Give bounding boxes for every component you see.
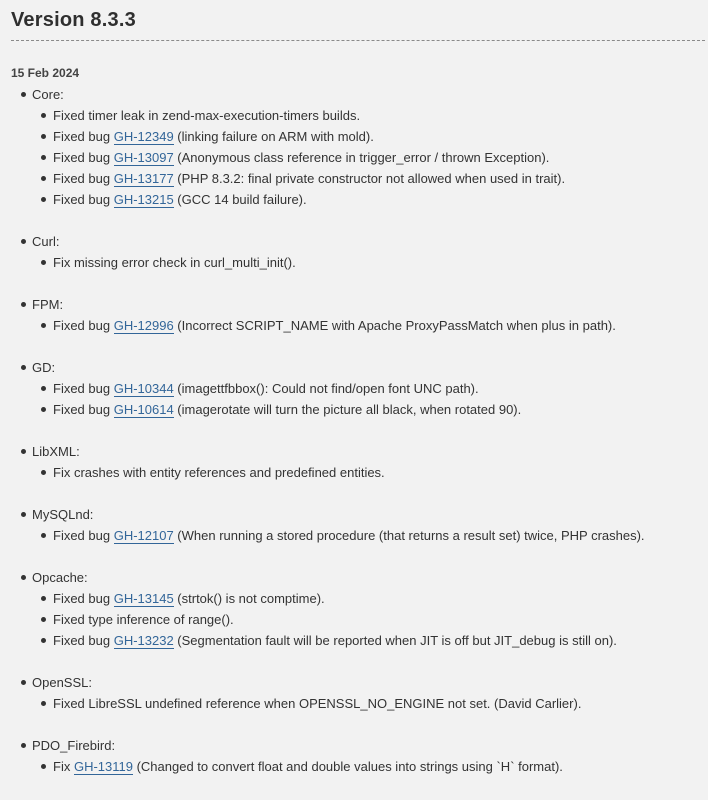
changelog-item (32, 588, 708, 609)
issue-link[interactable]: GH-13215 (113, 192, 174, 207)
item-description: (linking failure on ARM with mold). (173, 129, 374, 144)
changelog-section (0, 84, 708, 210)
item-description: (strtok() is not comptime). (173, 591, 325, 606)
section-items (32, 588, 708, 651)
item-text: Fixed type inference of range(). (53, 612, 234, 627)
changelog-item (32, 105, 708, 126)
changelog-section (0, 357, 708, 420)
changelog-item (32, 168, 708, 189)
changelog-item (32, 525, 708, 546)
changelog-section (0, 672, 708, 714)
issue-link[interactable]: GH-13232 (113, 633, 174, 648)
item-text: Fixed bug (53, 318, 114, 333)
item-description: (Anonymous class reference in trigger_error / thrown Exception). (173, 150, 550, 165)
item-text: Fix (53, 759, 74, 774)
section-name: MySQLnd: (32, 507, 94, 522)
issue-link[interactable]: GH-13119 (73, 759, 133, 774)
section-items (32, 252, 708, 273)
changelog-item (32, 609, 708, 630)
item-description: (Incorrect SCRIPT_NAME with Apache ProxyPassMatch when plus in path). (173, 318, 616, 333)
section-items (32, 525, 708, 546)
section-name: OpenSSL: (32, 675, 92, 690)
changelog-section (0, 567, 708, 651)
section-items (32, 462, 708, 483)
changelog-item (32, 399, 708, 420)
item-description: (imagettfbbox(): Could not find/open font UNC path). (173, 381, 479, 396)
changelog-item (32, 756, 708, 777)
section-name: GD: (32, 360, 56, 375)
changelog-section (0, 735, 708, 777)
item-text: Fixed bug (53, 402, 114, 417)
item-text: Fixed bug (53, 171, 114, 186)
item-text: Fixed bug (53, 633, 114, 648)
section-items (32, 693, 708, 714)
changelog-section (0, 294, 708, 336)
section-name: LibXML: (32, 444, 80, 459)
item-description: (PHP 8.3.2: final private constructor not allowed when used in trait). (173, 171, 566, 186)
issue-link[interactable]: GH-10614 (113, 402, 174, 417)
item-description: (GCC 14 build failure). (173, 192, 307, 207)
item-description: (Segmentation fault will be reported when JIT is off but JIT_debug is still on). (173, 633, 617, 648)
item-text: Fixed LibreSSL undefined reference when OPENSSL_NO_ENGINE not set. (David Carlier). (53, 696, 582, 711)
item-text: Fix missing error check in curl_multi_init(). (53, 255, 296, 270)
item-text: Fixed bug (53, 528, 114, 543)
issue-link[interactable]: GH-13177 (113, 171, 174, 186)
changelog-item (32, 462, 708, 483)
changelog-item (32, 189, 708, 210)
changelog-section (0, 231, 708, 273)
section-name: Curl: (32, 234, 60, 249)
section-name: FPM: (32, 297, 64, 312)
item-text: Fixed bug (53, 192, 114, 207)
version-title: Version 8.3.3 (11, 9, 136, 31)
changelog-item (32, 378, 708, 399)
release-date: 15 Feb 2024 (11, 66, 80, 80)
section-name: Core: (32, 87, 64, 102)
section-items (32, 105, 708, 210)
item-text: Fixed bug (53, 129, 114, 144)
section-name: Opcache: (32, 570, 88, 585)
section-items (32, 315, 708, 336)
issue-link[interactable]: GH-13145 (113, 591, 174, 606)
changelog-item (32, 630, 708, 651)
section-items (32, 378, 708, 420)
issue-link[interactable]: GH-12996 (113, 318, 174, 333)
changelog-item (32, 252, 708, 273)
issue-link[interactable]: GH-12107 (113, 528, 174, 543)
item-text: Fixed bug (53, 591, 114, 606)
item-description: (imagerotate will turn the picture all black, when rotated 90). (173, 402, 522, 417)
item-text: Fixed timer leak in zend-max-execution-timers builds. (53, 108, 361, 123)
item-text: Fix crashes with entity references and predefined entities. (53, 465, 385, 480)
changelog-item (32, 315, 708, 336)
issue-link[interactable]: GH-12349 (113, 129, 174, 144)
changelog-section (0, 504, 708, 546)
title-divider (11, 40, 705, 41)
changelog-item (32, 147, 708, 168)
item-text: Fixed bug (53, 150, 114, 165)
item-text: Fixed bug (53, 381, 114, 396)
issue-link[interactable]: GH-10344 (113, 381, 174, 396)
changelog-item (32, 693, 708, 714)
item-description: (Changed to convert float and double values into strings using `H` format). (132, 759, 563, 774)
changelog-sections (0, 84, 708, 798)
changelog-section (0, 441, 708, 483)
section-items (32, 756, 708, 777)
changelog-item (32, 126, 708, 147)
section-name: PDO_Firebird: (32, 738, 116, 753)
item-description: (When running a stored procedure (that returns a result set) twice, PHP crashes). (173, 528, 645, 543)
issue-link[interactable]: GH-13097 (113, 150, 174, 165)
